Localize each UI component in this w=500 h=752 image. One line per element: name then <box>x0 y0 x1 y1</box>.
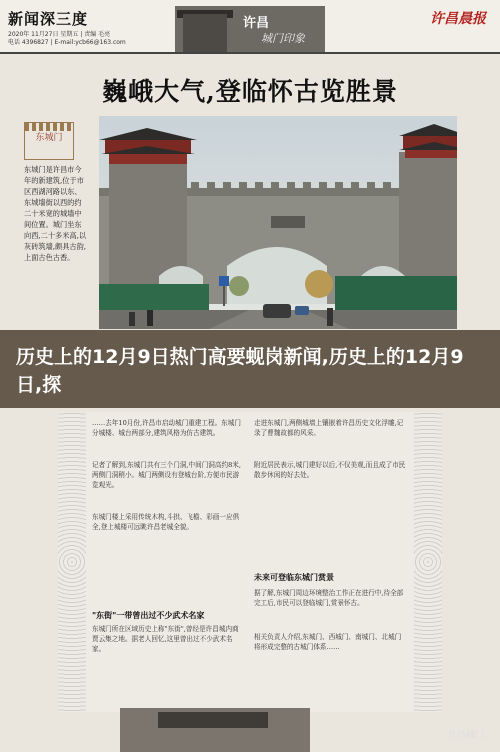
article-headline: 巍峨大气,登临怀古览胜景 <box>102 77 398 106</box>
contact-line: 电话 4396827 | E-mail:ycb66@163.com <box>8 39 126 46</box>
footer-watermark: 许昌城门 <box>447 730 484 740</box>
article-paragraph: 附近居民表示,城门建好以后,不仅美观,而且成了市民散步休闲的好去处。 <box>254 461 406 480</box>
article-paragraph: 据了解,东城门周边环境整治工作正在进行中,待全部完工后,市民可以登临城门,赏景怀古。 <box>254 589 404 608</box>
article-paragraph: 东城门所在区域历史上称"东街",曾经是许昌城内商贾云集之地。据老人回忆,这里曾出过不少武术名家。 <box>92 625 239 654</box>
left-decor-pattern <box>58 412 86 712</box>
masthead-rule <box>0 52 500 54</box>
article-paragraph: 走进东城门,两侧城墙上镶嵌着许昌历史文化浮雕,记录了曹魏故都的风采。 <box>254 419 404 438</box>
newspaper-logo: 许昌晨报 <box>430 11 486 27</box>
article-subhead: "东街"一带曾出过不少武术名家 <box>92 610 205 620</box>
article-subhead: 未来可登临东城门赏景 <box>254 572 334 582</box>
stamp-crenel-icon <box>25 123 73 131</box>
banner-tower-shape <box>183 14 227 52</box>
article-paragraph: 相关负责人介绍,东城门、西城门、南城门、北城门将形成完整的古城门体系…… <box>254 633 402 652</box>
banner-image <box>175 6 325 52</box>
bottom-photo-roof-shape <box>158 712 268 728</box>
bottom-photo <box>120 708 310 752</box>
article-paragraph: 记者了解到,东城门共有三个门洞,中间门洞高约8米,两侧门洞稍小。城门两侧设有登城台阶,方便市民游览观光。 <box>92 461 241 490</box>
left-column-paragraph: 东城门是许昌市今年的新建筑,位于市区西湖河路以东、东城墙街以西的约二十米宽的城墙中间位置。城门坐东向西,二十多米高,以灰砖筑墙,颇具古韵,上面古色古香。 <box>24 165 87 262</box>
date-line: 2020年 11月27日 星期五 | 责编 毛亮 <box>8 31 111 38</box>
banner-title: 许昌 <box>243 16 270 31</box>
column-stamp <box>24 122 74 160</box>
section-title: 新闻深三度 <box>8 10 89 28</box>
masthead <box>0 0 500 52</box>
city-gate-illustration <box>99 116 457 329</box>
article-paragraph: 东城门楼上采用传统木构,斗拱、飞檐、彩画一应俱全,登上城楼可远眺许昌老城全貌。 <box>92 513 240 532</box>
right-decor-pattern <box>414 412 442 712</box>
article-body <box>58 412 442 712</box>
city-gate-photo <box>99 116 457 329</box>
stamp-label: 东城门 <box>35 133 63 143</box>
banner-subtitle: 城门印象 <box>261 32 305 45</box>
article-paragraph: ……去年10月份,许昌市启动城门重建工程。东城门分城楼、城台两部分,建筑风格为仿古建筑。 <box>92 419 241 438</box>
left-column <box>22 120 90 330</box>
overlay-title: 历史上的12月9日热门高要蚬岗新闻,历史上的12月9日,探 <box>16 346 464 396</box>
